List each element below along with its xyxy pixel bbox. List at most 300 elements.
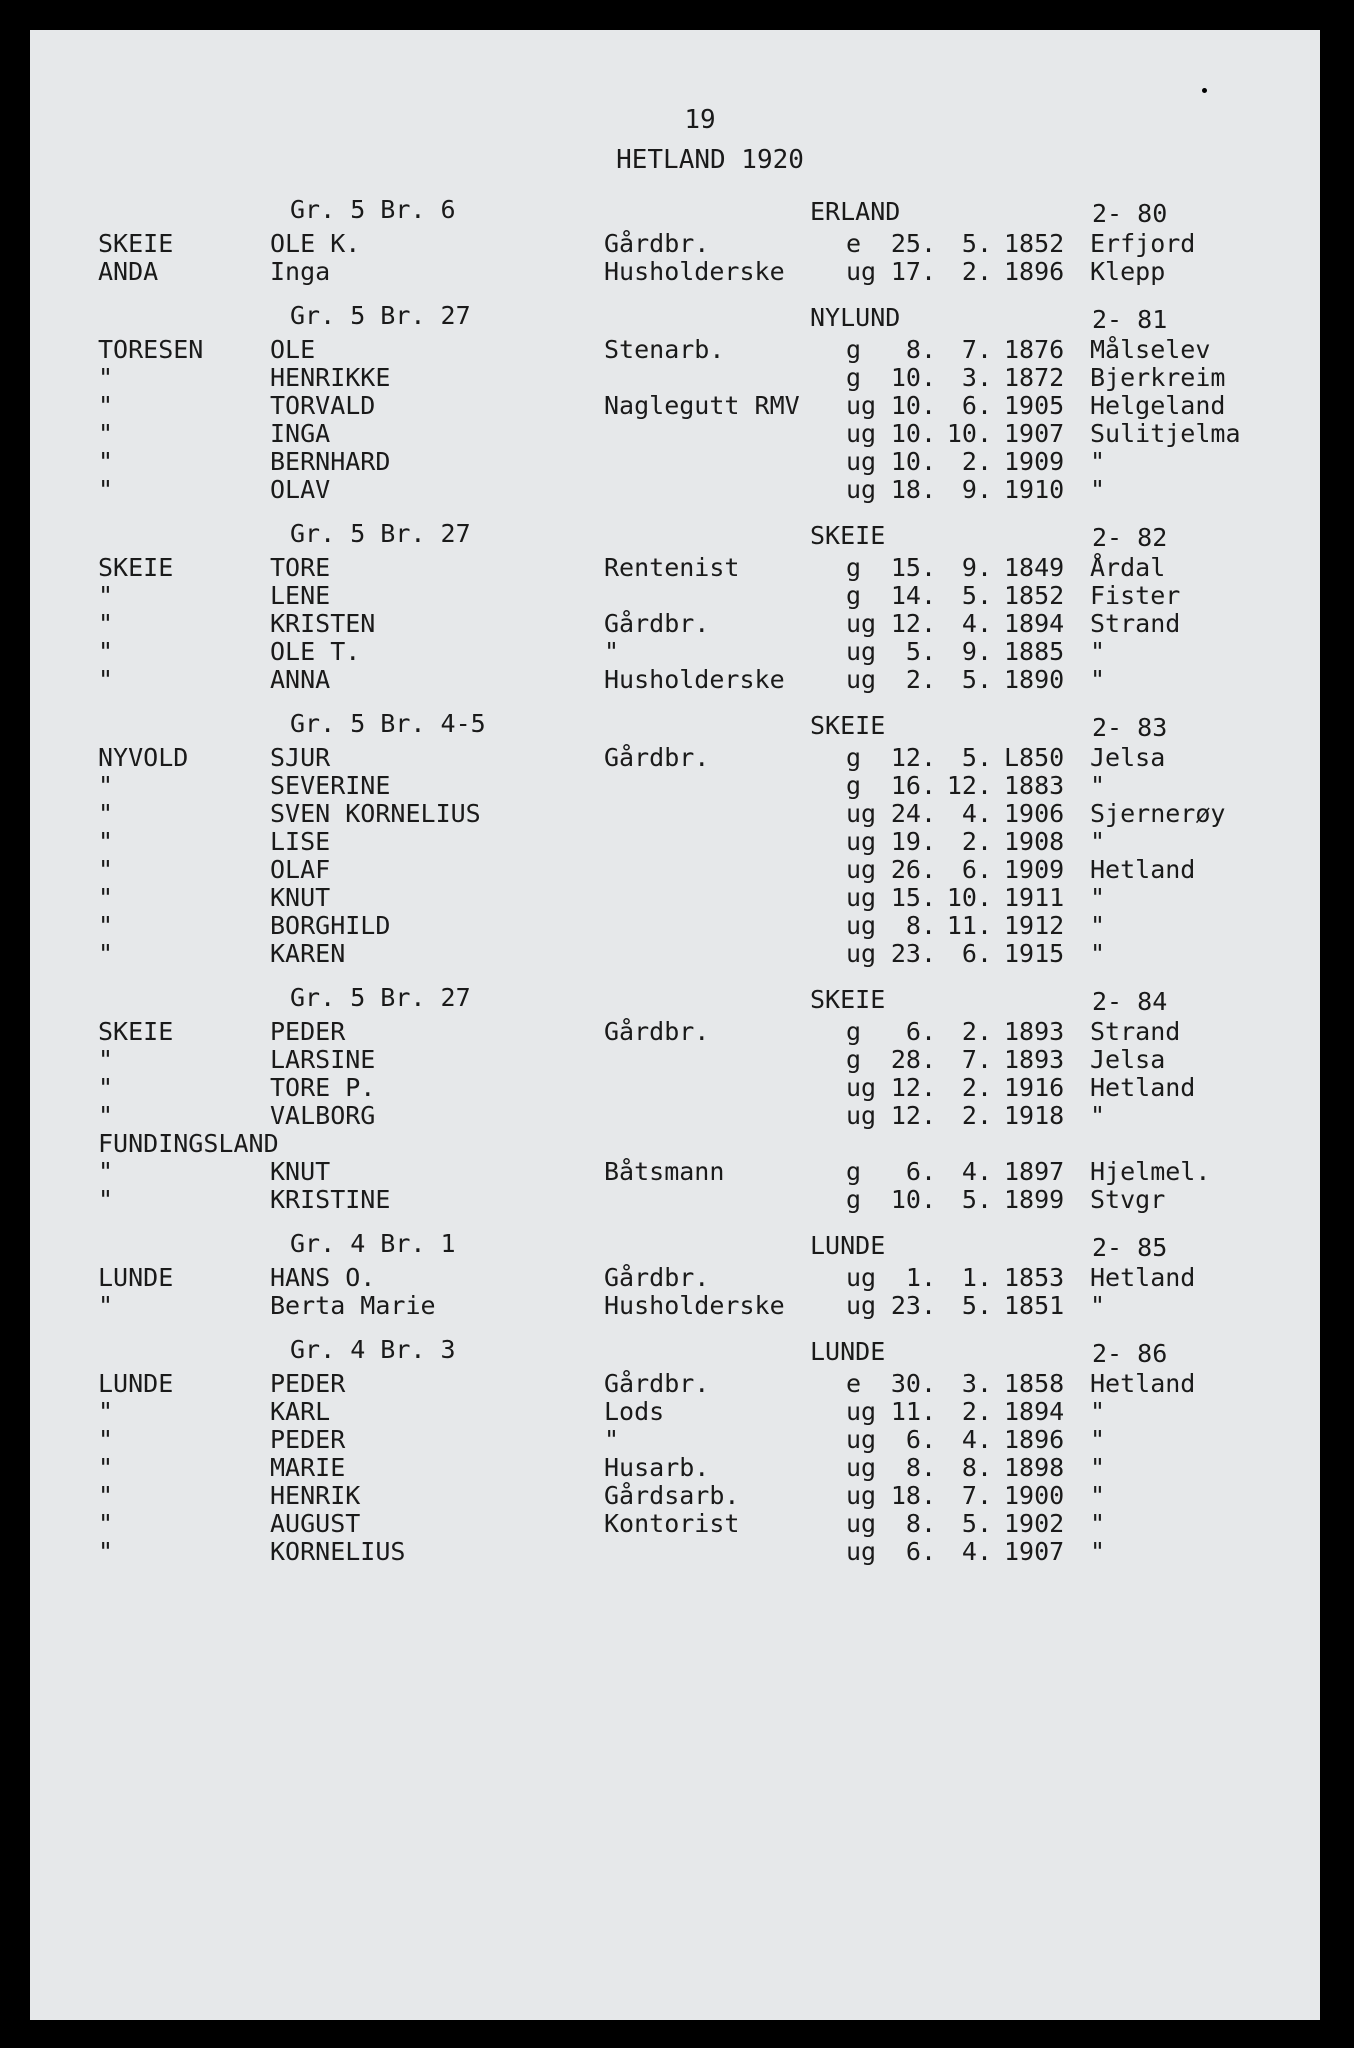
farm-name: SKEIE — [810, 521, 886, 550]
person-given: PEDER — [270, 1369, 346, 1398]
person-given: OLAV — [270, 475, 331, 504]
person-year: 1906 — [1004, 799, 1065, 828]
person-day: 8. — [905, 335, 936, 364]
person-day: 6. — [905, 1017, 936, 1046]
person-day: 12. — [890, 1073, 936, 1102]
household-number: 2- 80 — [1092, 199, 1168, 228]
person-given: PEDER — [270, 1017, 346, 1046]
person-month: 2. — [961, 1017, 992, 1046]
person-month: 10. — [946, 883, 992, 912]
person-place: " — [1090, 637, 1106, 666]
person-month: 2. — [961, 827, 992, 856]
person-surname: ANDA — [98, 257, 159, 286]
household-group — [70, 1330, 1280, 1566]
person-status: ug — [846, 1263, 877, 1292]
person-surname: " — [98, 799, 114, 828]
person-row — [70, 744, 1280, 772]
person-given: AUGUST — [270, 1509, 361, 1538]
person-given: ANNA — [270, 665, 331, 694]
household-header — [70, 296, 1280, 336]
person-given: BERNHARD — [270, 447, 391, 476]
person-place: " — [1090, 1481, 1106, 1510]
farm-name: SKEIE — [810, 985, 886, 1014]
gaard-bruk-ref: Gr. 5 Br. 27 — [290, 983, 471, 1012]
person-row — [70, 1426, 1280, 1454]
person-status: g — [846, 1017, 862, 1046]
person-row — [70, 1370, 1280, 1398]
person-month: 1. — [961, 1263, 992, 1292]
person-surname: TORESEN — [98, 335, 204, 364]
person-surname: " — [98, 1045, 114, 1074]
ink-speck — [1202, 88, 1207, 93]
person-given: KRISTEN — [270, 609, 376, 638]
person-month: 5. — [961, 229, 992, 258]
person-row — [70, 230, 1280, 258]
person-given: TORVALD — [270, 391, 376, 420]
person-row — [70, 1482, 1280, 1510]
person-status: ug — [846, 1481, 877, 1510]
household-group — [70, 704, 1280, 968]
person-given: Inga — [270, 257, 331, 286]
person-year: 1900 — [1004, 1481, 1065, 1510]
person-place: Klepp — [1090, 257, 1166, 286]
person-occupation: Gårdsarb. — [604, 1481, 740, 1510]
person-day: 17. — [890, 257, 936, 286]
person-surname: SKEIE — [98, 229, 174, 258]
person-surname: LUNDE — [98, 1263, 174, 1292]
gaard-bruk-ref: Gr. 4 Br. 3 — [290, 1335, 456, 1364]
person-month: 5. — [961, 743, 992, 772]
person-occupation: Husarb. — [604, 1453, 710, 1482]
person-place: Helgeland — [1090, 391, 1226, 420]
person-surname: SKEIE — [98, 553, 174, 582]
person-surname: " — [98, 665, 114, 694]
person-status: e — [846, 1369, 862, 1398]
household-header — [70, 704, 1280, 744]
household-header — [70, 514, 1280, 554]
person-occupation: Gårdbr. — [604, 1263, 710, 1292]
person-row — [70, 884, 1280, 912]
person-day: 18. — [890, 1481, 936, 1510]
person-place: Bjerkreim — [1090, 363, 1226, 392]
household-group — [70, 296, 1280, 504]
person-day: 2. — [905, 665, 936, 694]
person-place: Hetland — [1090, 855, 1196, 884]
person-month: 6. — [961, 391, 992, 420]
person-place: " — [1090, 911, 1106, 940]
person-month: 2. — [961, 1397, 992, 1426]
person-day: 10. — [890, 447, 936, 476]
person-year: 1905 — [1004, 391, 1065, 420]
person-given: Berta Marie — [270, 1291, 436, 1320]
person-year: 1907 — [1004, 419, 1065, 448]
person-day: 12. — [890, 609, 936, 638]
person-given: SJUR — [270, 743, 331, 772]
person-day: 30. — [890, 1369, 936, 1398]
person-surname: " — [98, 1073, 114, 1102]
person-year: 1883 — [1004, 771, 1065, 800]
person-day: 10. — [890, 391, 936, 420]
household-number: 2- 82 — [1092, 523, 1168, 552]
person-status: g — [846, 1045, 862, 1074]
person-surname: " — [98, 363, 114, 392]
person-status: ug — [846, 1537, 877, 1566]
household-group — [70, 1224, 1280, 1320]
person-status: ug — [846, 475, 877, 504]
person-row — [70, 800, 1280, 828]
person-day: 24. — [890, 799, 936, 828]
person-row — [70, 392, 1280, 420]
person-row — [70, 1158, 1280, 1186]
person-given: TORE — [270, 553, 331, 582]
person-given: KNUT — [270, 883, 331, 912]
person-surname: " — [98, 1481, 114, 1510]
person-year: 1907 — [1004, 1537, 1065, 1566]
person-day: 26. — [890, 855, 936, 884]
person-surname: " — [98, 1397, 114, 1426]
person-row — [70, 666, 1280, 694]
person-row — [70, 476, 1280, 504]
person-month: 7. — [961, 1045, 992, 1074]
person-day: 6. — [905, 1537, 936, 1566]
person-row — [70, 1292, 1280, 1320]
person-year: 1852 — [1004, 229, 1065, 258]
person-given: LARSINE — [270, 1045, 376, 1074]
household-header — [70, 978, 1280, 1018]
gaard-bruk-ref: Gr. 5 Br. 27 — [290, 519, 471, 548]
person-place: Jelsa — [1090, 1045, 1166, 1074]
person-status: ug — [846, 1397, 877, 1426]
person-given: MARIE — [270, 1453, 346, 1482]
gaard-bruk-ref: Gr. 5 Br. 4-5 — [290, 709, 486, 738]
person-given: KORNELIUS — [270, 1537, 406, 1566]
person-given: PEDER — [270, 1425, 346, 1454]
person-row — [70, 1102, 1280, 1130]
person-given: VALBORG — [270, 1101, 376, 1130]
person-place: " — [1090, 1509, 1106, 1538]
person-year: 1893 — [1004, 1017, 1065, 1046]
person-year: 1885 — [1004, 637, 1065, 666]
person-surname: " — [98, 855, 114, 884]
person-month: 4. — [961, 1425, 992, 1454]
person-year: 1876 — [1004, 335, 1065, 364]
person-month: 7. — [961, 335, 992, 364]
person-given: KARL — [270, 1397, 331, 1426]
person-year: 1918 — [1004, 1101, 1065, 1130]
person-place: " — [1090, 1453, 1106, 1482]
person-status: ug — [846, 855, 877, 884]
person-surname: " — [98, 939, 114, 968]
person-day: 23. — [890, 939, 936, 968]
person-place: " — [1090, 665, 1106, 694]
person-surname: " — [98, 1509, 114, 1538]
person-status: ug — [846, 447, 877, 476]
person-place: " — [1090, 1101, 1106, 1130]
person-row — [70, 1454, 1280, 1482]
person-occupation: Gårdbr. — [604, 609, 710, 638]
person-status: g — [846, 1185, 862, 1214]
person-row — [70, 828, 1280, 856]
person-occupation: Husholderske — [604, 257, 785, 286]
person-year: 1894 — [1004, 1397, 1065, 1426]
person-month: 4. — [961, 1157, 992, 1186]
household-number: 2- 81 — [1092, 305, 1168, 334]
person-given: OLE T. — [270, 637, 361, 666]
person-month: 4. — [961, 609, 992, 638]
person-month: 2. — [961, 257, 992, 286]
household-group — [70, 190, 1280, 286]
person-given: SVEN KORNELIUS — [270, 799, 481, 828]
gaard-bruk-ref: Gr. 5 Br. 27 — [290, 301, 471, 330]
person-place: Målselev — [1090, 335, 1211, 364]
page-number: 19 — [684, 105, 716, 135]
household-number: 2- 83 — [1092, 713, 1168, 742]
person-day: 6. — [905, 1425, 936, 1454]
person-place: " — [1090, 771, 1106, 800]
person-year: 1897 — [1004, 1157, 1065, 1186]
person-status: ug — [846, 391, 877, 420]
person-year: 1896 — [1004, 1425, 1065, 1454]
person-status: g — [846, 363, 862, 392]
person-day: 12. — [890, 1101, 936, 1130]
person-year: 1890 — [1004, 665, 1065, 694]
household-header — [70, 1330, 1280, 1370]
person-surname: " — [98, 827, 114, 856]
person-surname: " — [98, 911, 114, 940]
person-month: 5. — [961, 581, 992, 610]
person-year: 1896 — [1004, 257, 1065, 286]
person-status: ug — [846, 1073, 877, 1102]
person-place: Sulitjelma — [1090, 419, 1241, 448]
person-given: OLE K. — [270, 229, 361, 258]
person-given: LISE — [270, 827, 331, 856]
person-day: 15. — [890, 883, 936, 912]
person-month: 9. — [961, 553, 992, 582]
person-given: KAREN — [270, 939, 346, 968]
person-surname: " — [98, 447, 114, 476]
household-group — [70, 978, 1280, 1214]
person-surname: " — [98, 1185, 114, 1214]
person-day: 28. — [890, 1045, 936, 1074]
person-year: 1858 — [1004, 1369, 1065, 1398]
person-year: 1910 — [1004, 475, 1065, 504]
person-occupation: Kontorist — [604, 1509, 740, 1538]
person-given: INGA — [270, 419, 331, 448]
person-month: 7. — [961, 1481, 992, 1510]
person-year: 1908 — [1004, 827, 1065, 856]
household-number: 2- 85 — [1092, 1233, 1168, 1262]
person-day: 14. — [890, 581, 936, 610]
person-row — [70, 1398, 1280, 1426]
person-place: Årdal — [1090, 553, 1166, 582]
person-place: " — [1090, 939, 1106, 968]
person-month: 10. — [946, 419, 992, 448]
person-month: 4. — [961, 799, 992, 828]
person-status: ug — [846, 1291, 877, 1320]
person-place: Jelsa — [1090, 743, 1166, 772]
person-place: " — [1090, 447, 1106, 476]
person-day: 8. — [905, 1453, 936, 1482]
person-month: 2. — [961, 1073, 992, 1102]
person-place: Sjernerøy — [1090, 799, 1226, 828]
person-month: 9. — [961, 637, 992, 666]
person-place: Strand — [1090, 1017, 1181, 1046]
person-surname: " — [98, 637, 114, 666]
household-number: 2- 86 — [1092, 1339, 1168, 1368]
person-year: 1909 — [1004, 447, 1065, 476]
person-status: g — [846, 553, 862, 582]
person-row — [70, 1046, 1280, 1074]
household-group — [70, 514, 1280, 694]
person-status: ug — [846, 1509, 877, 1538]
farm-name: NYLUND — [810, 303, 901, 332]
person-month: 3. — [961, 1369, 992, 1398]
person-status: ug — [846, 911, 877, 940]
person-given: HANS O. — [270, 1263, 376, 1292]
person-status: ug — [846, 609, 877, 638]
person-status: ug — [846, 1101, 877, 1130]
person-surname: " — [98, 1453, 114, 1482]
person-day: 8. — [905, 911, 936, 940]
person-place: Strand — [1090, 609, 1181, 638]
farm-name: SKEIE — [810, 711, 886, 740]
person-given: LENE — [270, 581, 331, 610]
person-day: 6. — [905, 1157, 936, 1186]
person-surname: " — [98, 475, 114, 504]
person-place: Stvgr — [1090, 1185, 1166, 1214]
person-given: OLAF — [270, 855, 331, 884]
person-occupation: Gårdbr. — [604, 1369, 710, 1398]
person-status: ug — [846, 799, 877, 828]
person-surname: " — [98, 391, 114, 420]
person-place: Fister — [1090, 581, 1181, 610]
person-month: 5. — [961, 665, 992, 694]
farm-name: LUNDE — [810, 1337, 886, 1366]
person-surname: " — [98, 1157, 114, 1186]
person-day: 11. — [890, 1397, 936, 1426]
person-row — [70, 1538, 1280, 1566]
person-month: 6. — [961, 855, 992, 884]
person-day: 16. — [890, 771, 936, 800]
person-given: HENRIKKE — [270, 363, 391, 392]
person-month: 5. — [961, 1509, 992, 1538]
person-status: ug — [846, 827, 877, 856]
person-given: KNUT — [270, 1157, 331, 1186]
person-row — [70, 554, 1280, 582]
person-year: 1902 — [1004, 1509, 1065, 1538]
person-surname: FUNDINGSLAND — [98, 1129, 279, 1158]
person-year: L850 — [1004, 743, 1065, 772]
person-occupation: Stenarb. — [604, 335, 725, 364]
person-surname: " — [98, 581, 114, 610]
person-row — [70, 1018, 1280, 1046]
farm-name: ERLAND — [810, 197, 901, 226]
person-day: 25. — [890, 229, 936, 258]
person-place: Erfjord — [1090, 229, 1196, 258]
person-year: 1911 — [1004, 883, 1065, 912]
person-given: KRISTINE — [270, 1185, 391, 1214]
person-status: g — [846, 335, 862, 364]
person-status: ug — [846, 419, 877, 448]
person-occupation: Gårdbr. — [604, 1017, 710, 1046]
person-status: g — [846, 771, 862, 800]
person-day: 5. — [905, 637, 936, 666]
person-row — [70, 856, 1280, 884]
person-surname: LUNDE — [98, 1369, 174, 1398]
person-month: 3. — [961, 363, 992, 392]
person-surname: " — [98, 883, 114, 912]
person-month: 6. — [961, 939, 992, 968]
person-row — [70, 258, 1280, 286]
person-day: 19. — [890, 827, 936, 856]
person-year: 1915 — [1004, 939, 1065, 968]
person-row — [70, 940, 1280, 968]
person-surname: " — [98, 419, 114, 448]
person-given: HENRIK — [270, 1481, 361, 1510]
person-status: ug — [846, 939, 877, 968]
person-row — [70, 610, 1280, 638]
gaard-bruk-ref: Gr. 4 Br. 1 — [290, 1229, 456, 1258]
person-status: g — [846, 581, 862, 610]
person-place: " — [1090, 883, 1106, 912]
person-place: Hjelmel. — [1090, 1157, 1211, 1186]
household-header — [70, 1224, 1280, 1264]
person-day: 8. — [905, 1509, 936, 1538]
person-year: 1912 — [1004, 911, 1065, 940]
page-title: HETLAND 1920 — [616, 145, 804, 175]
person-status: ug — [846, 257, 877, 286]
person-occupation: Rentenist — [604, 553, 740, 582]
person-given: OLE — [270, 335, 316, 364]
person-occupation: Husholderske — [604, 665, 785, 694]
person-occupation: Gårdbr. — [604, 743, 710, 772]
person-status: ug — [846, 637, 877, 666]
person-day: 12. — [890, 743, 936, 772]
person-place: Hetland — [1090, 1073, 1196, 1102]
person-place: Hetland — [1090, 1263, 1196, 1292]
person-year: 1851 — [1004, 1291, 1065, 1320]
person-status: ug — [846, 883, 877, 912]
person-surname: NYVOLD — [98, 743, 189, 772]
person-place: " — [1090, 475, 1106, 504]
person-row — [70, 582, 1280, 610]
person-place: " — [1090, 1537, 1106, 1566]
person-day: 23. — [890, 1291, 936, 1320]
person-month: 5. — [961, 1291, 992, 1320]
household-number: 2- 84 — [1092, 987, 1168, 1016]
person-occupation: Gårdbr. — [604, 229, 710, 258]
person-month: 5. — [961, 1185, 992, 1214]
person-surname: " — [98, 1425, 114, 1454]
person-year: 1893 — [1004, 1045, 1065, 1074]
person-row — [70, 1186, 1280, 1214]
person-surname: " — [98, 1537, 114, 1566]
person-year: 1853 — [1004, 1263, 1065, 1292]
person-place: " — [1090, 1397, 1106, 1426]
person-row — [70, 1264, 1280, 1292]
census-sheet — [70, 100, 1280, 1566]
person-day: 10. — [890, 419, 936, 448]
person-day: 1. — [905, 1263, 936, 1292]
person-day: 10. — [890, 363, 936, 392]
person-occupation: Båtsmann — [604, 1157, 725, 1186]
person-row — [70, 1074, 1280, 1102]
person-year: 1899 — [1004, 1185, 1065, 1214]
person-place: Hetland — [1090, 1369, 1196, 1398]
person-month: 4. — [961, 1537, 992, 1566]
person-status: ug — [846, 665, 877, 694]
person-surname: " — [98, 771, 114, 800]
